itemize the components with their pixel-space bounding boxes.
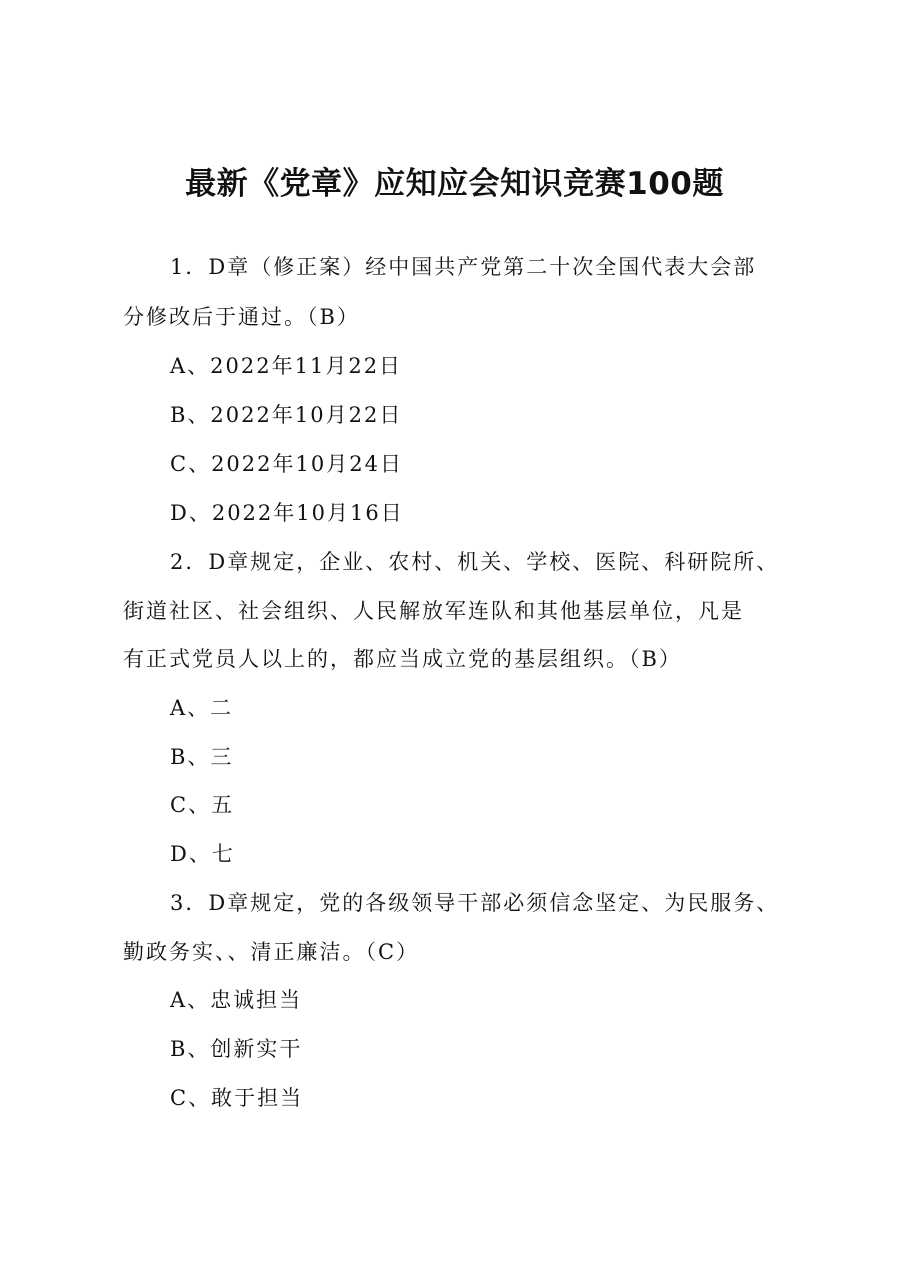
- question-1-option-c: C、2022年10月24日: [170, 452, 403, 476]
- question-2-text: 2．D章规定，企业、农村、机关、学校、医院、科研院所、: [170, 550, 780, 574]
- page-title: 最新《党章》应知应会知识竞赛100题: [185, 166, 724, 202]
- question-1-text: 1．D章（修正案）经中国共产党第二十次全国代表大会部: [170, 255, 757, 279]
- question-1-option-d: D、2022年10月16日: [170, 501, 404, 525]
- question-3-text: 3．D章规定，党的各级领导干部必须信念坚定、为民服务、: [170, 891, 780, 915]
- question-2-text-cont-2: 有正式党员人以上的，都应当成立党的基层组织。（B）: [123, 647, 682, 671]
- question-2-text-cont-1: 街道社区、社会组织、人民解放军连队和其他基层单位，凡是: [123, 599, 744, 623]
- question-3-option-b: B、创新实干: [170, 1037, 303, 1061]
- question-2-option-a: A、二: [170, 696, 234, 720]
- question-1-text-cont: 分修改后于通过。（B）: [123, 305, 360, 329]
- question-2-option-c: C、五: [170, 793, 235, 817]
- question-1-option-a: A、2022年11月22日: [170, 354, 403, 378]
- question-3-option-a: A、忠诚担当: [170, 988, 303, 1012]
- question-1-option-b: B、2022年10月22日: [170, 403, 403, 427]
- question-3-text-cont: 勤政务实、、清正廉洁。（C）: [123, 940, 420, 964]
- question-2-option-b: B、三: [170, 745, 234, 769]
- question-3-option-c: C、敢于担当: [170, 1086, 304, 1110]
- question-2-option-d: D、七: [170, 842, 235, 866]
